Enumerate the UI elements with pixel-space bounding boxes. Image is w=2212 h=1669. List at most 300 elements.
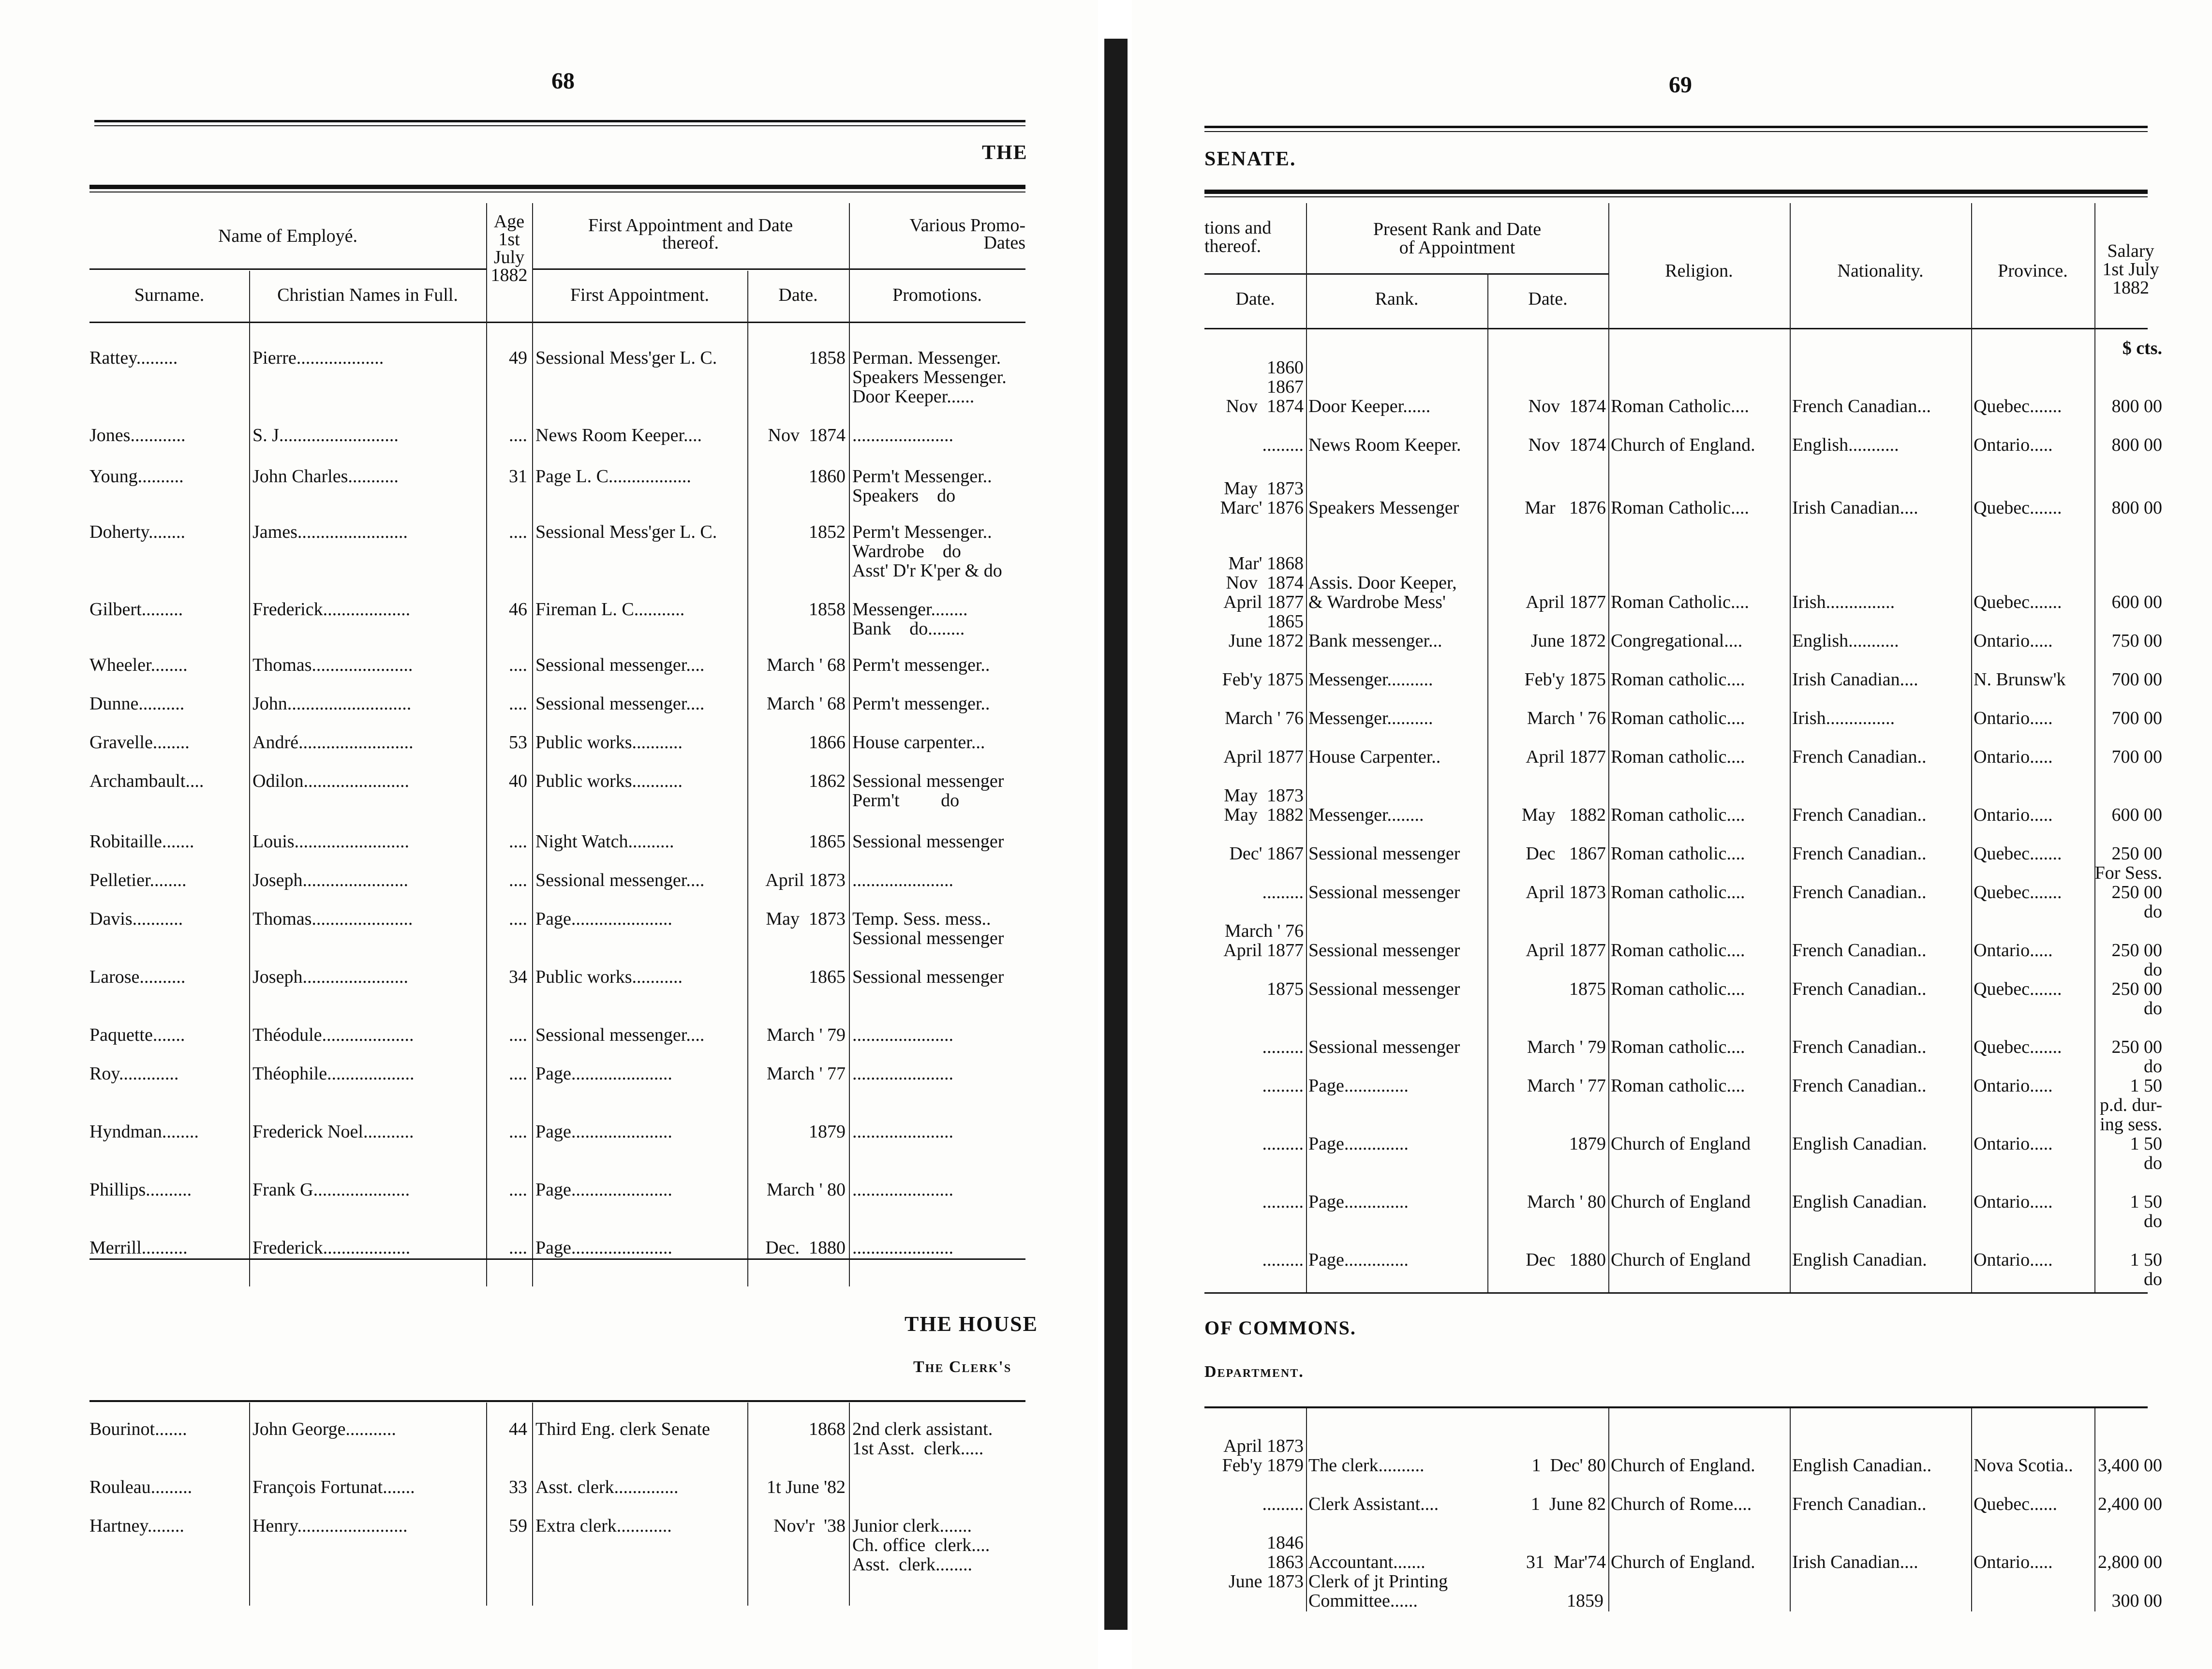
province-cell: Ontario..... — [1974, 1192, 2053, 1212]
province-cell: Nova Scotia.. — [1974, 1455, 2073, 1476]
header-line: Salary — [2107, 241, 2154, 261]
promotion-cell: ...................... — [852, 1238, 953, 1258]
first-appointment-cell: Page...................... — [535, 1122, 672, 1142]
promotion-cell: Asst' D'r K'per & do — [852, 561, 1002, 581]
salary-header — [2094, 242, 2167, 297]
first-appointment-cell: Page...................... — [535, 1238, 672, 1258]
promotion-date-cell: 1860 — [1267, 357, 1304, 378]
religion-cell: Church of England. — [1611, 435, 1755, 455]
right-heading: SENATE. — [1204, 148, 1296, 170]
province-cell: Ontario..... — [1974, 708, 2053, 728]
promotion-cell: Speakers do — [852, 486, 956, 506]
nationality-cell: French Canadian.. — [1792, 1494, 1927, 1514]
province-cell: Ontario..... — [1974, 1250, 2053, 1270]
promotion-date-cell: 1846 — [1267, 1533, 1304, 1553]
nationality-cell: French Canadian.. — [1792, 747, 1927, 767]
rank-cell: Accountant....... — [1308, 1552, 1425, 1572]
age-cell: 46 — [509, 599, 527, 620]
religion-cell: Roman Catholic.... — [1611, 592, 1750, 612]
appointment-date-cell: March ' 77 — [766, 1063, 846, 1084]
salary-cell: do — [2144, 1211, 2162, 1231]
first-appointment-cell: Sessional Mess'ger L. C. — [535, 522, 717, 542]
left-heading: THE — [982, 142, 1028, 164]
age-cell: .... — [509, 694, 527, 714]
salary-cell: For Sess. — [2094, 863, 2162, 883]
promotion-cell: ...................... — [852, 870, 953, 890]
rank-date-cell: Dec 1880 — [1526, 1250, 1606, 1270]
rank-cell: Door Keeper...... — [1308, 396, 1431, 416]
header-line: 1882 — [2112, 278, 2149, 298]
appointment-date-cell: 1879 — [809, 1122, 846, 1142]
age-cell: 44 — [509, 1419, 527, 1439]
rank-date-cell: March ' 79 — [1527, 1037, 1606, 1057]
rank-date-cell: Feb'y 1875 — [1524, 669, 1606, 690]
header-bottom-rule — [89, 322, 1025, 323]
nationality-cell: French Canadian... — [1792, 396, 1931, 416]
religion-cell: Roman catholic.... — [1611, 805, 1745, 825]
rank-date-cell: 31 Mar'74 — [1526, 1552, 1606, 1572]
col-divider — [532, 1403, 533, 1606]
promotion-cell: Sessional messenger — [852, 928, 1004, 948]
right-page — [1132, 0, 2212, 1669]
religion-cell: Roman Catholic.... — [1611, 498, 1750, 518]
age-cell: .... — [509, 1122, 527, 1142]
nationality-cell: French Canadian.. — [1792, 843, 1927, 864]
religion-cell: Church of England — [1611, 1134, 1751, 1154]
religion-cell: Roman catholic.... — [1611, 1076, 1745, 1096]
age-cell: 53 — [509, 732, 527, 753]
age-cell: .... — [509, 831, 527, 852]
col-divider — [849, 203, 850, 1286]
promotion-date-cell: Feb'y 1879 — [1222, 1455, 1304, 1476]
rank-date-cell: 1 Dec' 80 — [1531, 1455, 1606, 1476]
promotion-cell: Asst. clerk........ — [852, 1554, 973, 1575]
salary-cell: 2,800 00 — [2098, 1552, 2162, 1572]
promotions-group-header — [849, 217, 1025, 251]
promotion-date-cell: ......... — [1262, 1134, 1304, 1154]
rank-date-cell: March ' 80 — [1527, 1192, 1606, 1212]
salary-cell: 250 00 — [2111, 1037, 2162, 1057]
province-cell: Ontario..... — [1974, 435, 2053, 455]
nationality-cell: Irish Canadian.... — [1792, 669, 1918, 690]
age-cell: .... — [509, 1063, 527, 1084]
nationality-cell: French Canadian.. — [1792, 1037, 1927, 1057]
salary-cell: do — [2144, 901, 2162, 922]
nationality-cell: English........... — [1792, 631, 1899, 651]
rank-cell: Messenger........ — [1308, 805, 1424, 825]
promotion-cell: Junior clerk....... — [852, 1516, 972, 1536]
right-header-bottom-rule — [1204, 328, 2148, 329]
rank-header: Rank. — [1375, 289, 1419, 309]
nationality-header: Nationality. — [1837, 261, 1924, 281]
commons-heading: OF COMMONS. — [1204, 1317, 1356, 1339]
date-header: Date. — [778, 285, 818, 305]
salary-cell: 600 00 — [2111, 805, 2162, 825]
appointment-date-cell: Nov 1874 — [768, 425, 846, 445]
promotion-date-cell: ......... — [1262, 1037, 1304, 1057]
surname-cell: Wheeler........ — [89, 655, 188, 675]
salary-cell: 2,400 00 — [2098, 1494, 2162, 1514]
nationality-cell: Irish Canadian.... — [1792, 498, 1918, 518]
salary-cell: 700 00 — [2111, 669, 2162, 690]
promotion-cell: Bank do........ — [852, 619, 965, 639]
rank-date-cell: 1875 — [1569, 979, 1606, 999]
rank-date-cell: Dec 1867 — [1526, 843, 1606, 864]
col-divider — [249, 271, 250, 1286]
province-cell: Ontario..... — [1974, 805, 2053, 825]
age-cell: .... — [509, 1025, 527, 1045]
rank-date-cell: March ' 77 — [1527, 1076, 1606, 1096]
promotion-date-cell: 1863 — [1267, 1552, 1304, 1572]
salary-cell: 3,400 00 — [2098, 1455, 2162, 1476]
province-cell: Ontario..... — [1974, 631, 2053, 651]
first-appointment-cell: Sessional messenger.... — [535, 655, 705, 675]
salary-cell: do — [2144, 1153, 2162, 1173]
promotion-date-cell: Feb'y 1875 — [1222, 669, 1304, 690]
promotion-date-cell: Marc' 1876 — [1220, 498, 1304, 518]
right-house-top-rule — [1204, 1406, 2148, 1408]
christian-name-cell: Joseph....................... — [252, 870, 408, 890]
religion-cell: Roman catholic.... — [1611, 979, 1745, 999]
appointment-date-cell: May 1873 — [766, 909, 846, 929]
promotion-date-cell: April 1877 — [1223, 592, 1304, 612]
christian-name-cell: Henry........................ — [252, 1516, 408, 1536]
appointment-date-cell: Nov'r '38 — [773, 1516, 846, 1536]
name-subrule — [89, 268, 486, 270]
nationality-cell: French Canadian.. — [1792, 979, 1927, 999]
first-appointment-cell: Night Watch.......... — [535, 831, 674, 852]
first-appointment-cell: Third Eng. clerk Senate — [535, 1419, 710, 1439]
first-appointment-cell: Page...................... — [535, 909, 672, 929]
header-line: tions and — [1204, 218, 1272, 238]
christian-name-cell: James........................ — [252, 522, 408, 542]
promotion-date-cell: ......... — [1262, 882, 1304, 902]
surname-cell: Pelletier........ — [89, 870, 187, 890]
first-appointment-cell: Page...................... — [535, 1063, 672, 1084]
surname-cell: Young.......... — [89, 466, 184, 487]
province-cell: Quebec...... — [1974, 1494, 2058, 1514]
header-line: First Appointment and Date — [588, 215, 793, 236]
header-line: Dates — [983, 233, 1025, 253]
salary-cell: 800 00 — [2111, 435, 2162, 455]
surname-cell: Archambault.... — [89, 771, 204, 791]
age-header-line: July — [493, 247, 525, 267]
rank-group-header — [1306, 220, 1608, 257]
promotion-cell: House carpenter... — [852, 732, 985, 753]
christian-name-cell: François Fortunat....... — [252, 1477, 415, 1497]
rank-cell: Page.............. — [1308, 1134, 1409, 1154]
header-line: thereof. — [1204, 236, 1262, 256]
table-bottom-rule — [89, 1258, 1025, 1260]
religion-cell: Roman catholic.... — [1611, 882, 1745, 902]
salary-cell: do — [2144, 1056, 2162, 1077]
col-divider — [1790, 203, 1791, 1294]
first-appointment-cell: Page L. C.................. — [535, 466, 691, 487]
appointment-date-cell: March ' 80 — [766, 1180, 846, 1200]
religion-cell: Church of England — [1611, 1192, 1751, 1212]
promotion-cell: ...................... — [852, 1180, 953, 1200]
rank-cell: Page.............. — [1308, 1076, 1409, 1096]
salary-cell: 750 00 — [2111, 631, 2162, 651]
salary-cell: 800 00 — [2111, 498, 2162, 518]
rank-cell: News Room Keeper. — [1308, 435, 1461, 455]
province-cell: Quebec....... — [1974, 1037, 2062, 1057]
page-gutter — [1104, 39, 1128, 1630]
promotion-cell: Messenger........ — [852, 599, 968, 620]
promotion-cell: Perm't do — [852, 790, 960, 811]
rank-cell: Page.............. — [1308, 1192, 1409, 1212]
first-appointment-cell: Asst. clerk.............. — [535, 1477, 679, 1497]
appointment-date-cell: 1858 — [809, 599, 846, 620]
promotions-header: Promotions. — [892, 285, 982, 305]
surname-cell: Hartney........ — [89, 1516, 184, 1536]
appointment-date-cell: 1862 — [809, 771, 846, 791]
rank-date-cell: 1 June 82 — [1530, 1494, 1606, 1514]
rank-cell: & Wardrobe Mess' — [1308, 592, 1446, 612]
province-cell: Quebec....... — [1974, 498, 2062, 518]
salary-cell: 250 00 — [2111, 940, 2162, 960]
header-line: of Appointment — [1399, 237, 1515, 258]
nationality-cell: English........... — [1792, 435, 1899, 455]
christian-name-cell: Frank G..................... — [252, 1180, 410, 1200]
promotion-date-cell: May 1873 — [1224, 785, 1304, 806]
province-cell: Ontario..... — [1974, 1134, 2053, 1154]
nationality-cell: Irish............... — [1792, 708, 1895, 728]
appointment-date-cell: 1868 — [809, 1419, 846, 1439]
surname-cell: Jones............ — [89, 425, 186, 445]
salary-cell: 1 50 — [2130, 1192, 2162, 1212]
first-appointment-cell: Sessional messenger.... — [535, 1025, 705, 1045]
rank-date-cell: May 1882 — [1521, 805, 1606, 825]
salary-cell: 800 00 — [2111, 396, 2162, 416]
promotion-date-cell: June 1873 — [1228, 1571, 1304, 1592]
promotion-date-cell: 1867 — [1267, 377, 1304, 397]
col-divider — [249, 1403, 250, 1606]
religion-cell: Congregational.... — [1611, 631, 1743, 651]
rank-date-cell: June 1872 — [1530, 631, 1606, 651]
rank-cell: Assis. Door Keeper, — [1308, 573, 1457, 593]
promotion-cell: ...................... — [852, 1025, 953, 1045]
left-page-number: 68 — [551, 68, 575, 94]
nationality-cell: French Canadian.. — [1792, 882, 1927, 902]
nationality-cell: French Canadian.. — [1792, 1076, 1927, 1096]
first-appointment-cell: Public works........... — [535, 771, 683, 791]
christian-name-cell: John........................... — [252, 694, 412, 714]
first-appointment-cell: Page...................... — [535, 1180, 672, 1200]
christian-name-cell: Odilon....................... — [252, 771, 410, 791]
department-heading: Department. — [1204, 1363, 1304, 1381]
age-header-line: Age — [493, 211, 525, 232]
religion-cell: Roman catholic.... — [1611, 747, 1745, 767]
appointment-date-cell: 1852 — [809, 522, 846, 542]
age-cell: .... — [509, 655, 527, 675]
christian-name-cell: Frederick Noel........... — [252, 1122, 414, 1142]
name-group-header: Name of Employé. — [218, 226, 358, 246]
rank-cell: The clerk.......... — [1308, 1455, 1425, 1476]
rank-date-cell: 1879 — [1569, 1134, 1606, 1154]
rank-cell: Bank messenger... — [1308, 631, 1442, 651]
province-cell: Ontario..... — [1974, 747, 2053, 767]
christian-name-cell: Pierre................... — [252, 348, 384, 368]
province-cell: Quebec....... — [1974, 979, 2062, 999]
promotion-date-cell: Nov 1874 — [1226, 396, 1304, 416]
promotion-date-cell: April 1873 — [1223, 1436, 1304, 1456]
nationality-cell: English Canadian. — [1792, 1134, 1927, 1154]
religion-cell: Roman catholic.... — [1611, 1037, 1745, 1057]
salary-cell: 1 50 — [2130, 1076, 2162, 1096]
promotion-cell: Sessional messenger — [852, 771, 1004, 791]
header-line: thereof. — [662, 233, 719, 253]
promotion-date-cell: ......... — [1262, 1192, 1304, 1212]
rank-cell: Speakers Messenger — [1308, 498, 1459, 518]
first-appointment-cell: News Room Keeper.... — [535, 425, 702, 445]
right-top-rule — [1204, 126, 2148, 132]
christian-name-cell: Joseph....................... — [252, 967, 408, 987]
right-table-bottom-rule — [1204, 1292, 2148, 1294]
religion-cell: Roman catholic.... — [1611, 669, 1745, 690]
surname-cell: Davis........... — [89, 909, 183, 929]
religion-cell: Church of England. — [1611, 1552, 1755, 1572]
surname-cell: Paquette....... — [89, 1025, 185, 1045]
rank-date-cell: April 1873 — [1526, 882, 1606, 902]
rank-date-cell: Nov 1874 — [1528, 435, 1606, 455]
appointment-date-cell: March ' 68 — [766, 694, 846, 714]
appointment-date-cell: March ' 68 — [766, 655, 846, 675]
age-cell: .... — [509, 425, 527, 445]
first-appointment-header: First Appointment. — [570, 285, 710, 305]
promotion-cell: Wardrobe do — [852, 541, 961, 561]
surname-cell: Gilbert......... — [89, 599, 183, 620]
appointment-date-cell: 1858 — [809, 348, 846, 368]
surname-cell: Roy............. — [89, 1063, 179, 1084]
left-top-rule — [94, 120, 1025, 126]
promotion-cell: ...................... — [852, 1063, 953, 1084]
christian-name-cell: S. J.......................... — [252, 425, 399, 445]
clerk-heading: The Clerk's — [913, 1358, 1012, 1376]
right-page-number: 69 — [1669, 72, 1692, 98]
rank-cell: Clerk Assistant.... — [1308, 1494, 1439, 1514]
surname-cell: Larose.......... — [89, 967, 186, 987]
promotion-date-cell: Mar' 1868 — [1228, 553, 1304, 574]
salary-cell: 600 00 — [2111, 592, 2162, 612]
col-divider — [849, 1403, 850, 1606]
appt-subrule — [532, 268, 1025, 270]
col-divider — [1790, 1408, 1791, 1611]
religion-cell: Church of England. — [1611, 1455, 1755, 1476]
col-divider — [1306, 1408, 1307, 1611]
promotion-date-cell: Nov 1874 — [1226, 573, 1304, 593]
rank-cell: Sessional messenger — [1308, 940, 1460, 960]
salary-cell: p.d. dur- — [2099, 1095, 2162, 1115]
age-cell: 34 — [509, 967, 527, 987]
rank-cell: Messenger.......... — [1308, 708, 1433, 728]
left-header-rule — [89, 185, 1025, 192]
promotion-cell: Temp. Sess. mess.. — [852, 909, 991, 929]
house-top-rule — [89, 1400, 1025, 1402]
christian-name-cell: André......................... — [252, 732, 414, 753]
rank-cell: Sessional messenger — [1308, 882, 1460, 902]
col-divider — [747, 1403, 748, 1606]
rank-date-cell: April 1877 — [1526, 747, 1606, 767]
promotion-cell: Door Keeper...... — [852, 386, 975, 407]
salary-cell: do — [2144, 960, 2162, 980]
salary-cell: do — [2144, 1269, 2162, 1289]
promotion-cell: 1st Asst. clerk..... — [852, 1438, 984, 1459]
appointment-date-cell: 1865 — [809, 967, 846, 987]
promotion-cell: ...................... — [852, 1122, 953, 1142]
rank-cell: Sessional messenger — [1308, 843, 1460, 864]
promotion-date-cell: ......... — [1262, 1250, 1304, 1270]
first-appointment-cell: Extra clerk............ — [535, 1516, 672, 1536]
promotion-date-cell: March ' 76 — [1224, 921, 1304, 941]
rank-date-cell: April 1877 — [1526, 940, 1606, 960]
first-appointment-cell: Fireman L. C........... — [535, 599, 685, 620]
col-divider — [1306, 203, 1307, 1294]
province-cell: N. Brunsw'k — [1974, 669, 2066, 690]
salary-cell: 250 00 — [2111, 882, 2162, 902]
rank-cell: Sessional messenger — [1308, 1037, 1460, 1057]
salary-cell: 250 00 — [2111, 979, 2162, 999]
surname-cell: Rattey......... — [89, 348, 178, 368]
promotion-date-cell: April 1877 — [1223, 940, 1304, 960]
rank-cell: House Carpenter.. — [1308, 747, 1441, 767]
promotion-cell: Ch. office clerk.... — [852, 1535, 990, 1555]
promotion-date-cell: 1865 — [1267, 611, 1304, 632]
christian-name-cell: Thomas...................... — [252, 909, 413, 929]
age-header-line: 1st — [498, 229, 520, 250]
nationality-cell: English Canadian.. — [1792, 1455, 1932, 1476]
promotion-cell: Perm't Messenger.. — [852, 466, 992, 487]
province-cell: Ontario..... — [1974, 940, 2053, 960]
rank-date-cell: Mar 1876 — [1525, 498, 1606, 518]
col-divider — [1971, 203, 1972, 1294]
col-divider — [1608, 203, 1609, 1294]
nationality-cell: English Canadian. — [1792, 1192, 1927, 1212]
first-appointment-cell: Public works........... — [535, 732, 683, 753]
surname-cell: Bourinot....... — [89, 1419, 187, 1439]
right-subrule — [1204, 273, 1608, 275]
nationality-cell: Irish............... — [1792, 592, 1895, 612]
surname-header: Surname. — [134, 285, 205, 305]
promo-date-group-header — [1204, 219, 1306, 255]
promotion-date-cell: June 1872 — [1228, 631, 1304, 651]
appointment-date-cell: April 1873 — [765, 870, 846, 890]
salary-cell: do — [2144, 998, 2162, 1019]
promotion-date-cell: 1875 — [1267, 979, 1304, 999]
rank-cell: Clerk of jt Printing — [1308, 1571, 1448, 1592]
promotion-cell: Perman. Messenger. — [852, 348, 1001, 368]
province-cell: Quebec....... — [1974, 396, 2062, 416]
header-line: Present Rank and Date — [1373, 219, 1542, 239]
first-appointment-group-header — [532, 217, 849, 251]
religion-cell: Church of Rome.... — [1611, 1494, 1752, 1514]
first-appointment-cell: Public works........... — [535, 967, 683, 987]
age-header — [486, 213, 532, 284]
rank-cell: Committee...... — [1308, 1591, 1418, 1611]
nationality-cell: English Canadian. — [1792, 1250, 1927, 1270]
christian-name-cell: John Charles........... — [252, 466, 399, 487]
surname-cell: Rouleau......... — [89, 1477, 193, 1497]
promotion-cell: Sessional messenger — [852, 967, 1004, 987]
nationality-cell: French Canadian.. — [1792, 805, 1927, 825]
first-appointment-cell: Sessional messenger.... — [535, 870, 705, 890]
age-cell: 49 — [509, 348, 527, 368]
promotion-cell: Perm't messenger.. — [852, 655, 990, 675]
christian-name-cell: John George........... — [252, 1419, 396, 1439]
appointment-date-cell: 1t June '82 — [766, 1477, 846, 1497]
salary-cell: 700 00 — [2111, 708, 2162, 728]
rank-date-cell: Nov 1874 — [1528, 396, 1606, 416]
